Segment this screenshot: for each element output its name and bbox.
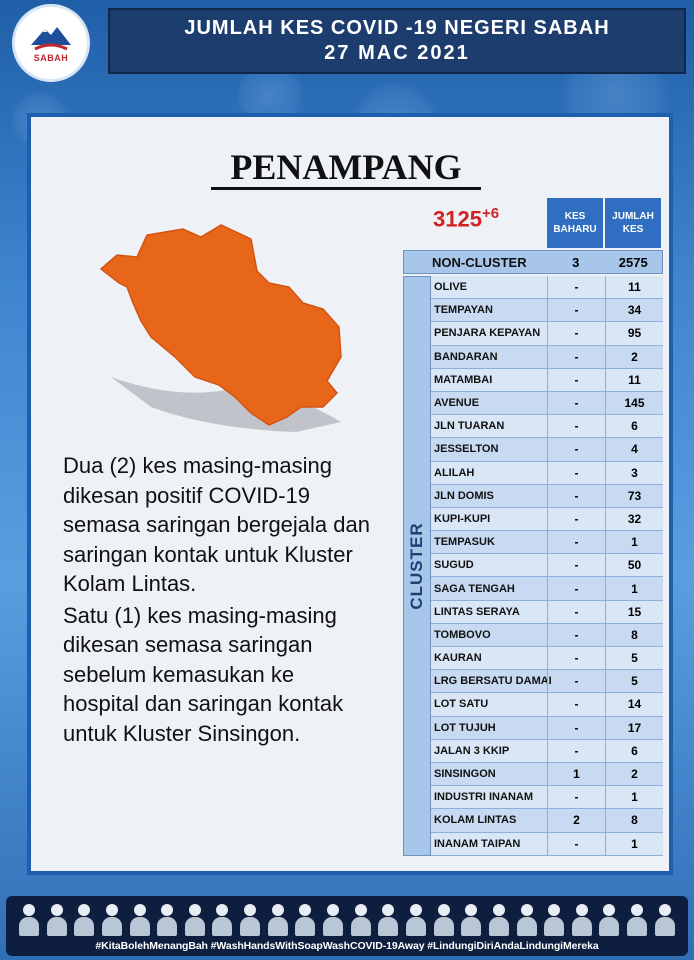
- cluster-total: 11: [605, 369, 663, 391]
- non-cluster-total: 2575: [618, 254, 648, 270]
- table-row: [431, 601, 663, 624]
- cluster-name: SAGA TENGAH: [434, 582, 515, 595]
- cluster-name: JALAN 3 KKIP: [434, 744, 510, 757]
- cluster-total: 2: [605, 346, 663, 368]
- table-row: [431, 369, 663, 392]
- table-row: [431, 670, 663, 693]
- cluster-section: [403, 276, 663, 856]
- person-icon: [46, 904, 68, 936]
- cluster-name: KAURAN: [434, 652, 482, 665]
- cluster-name: LOT TUJUH: [434, 721, 496, 734]
- person-icon: [460, 904, 482, 936]
- cluster-total: 1: [605, 786, 663, 808]
- table-row: [431, 392, 663, 415]
- logo-text: SABAH: [33, 53, 69, 63]
- cluster-total: 5: [605, 670, 663, 692]
- cluster-name: JLN DOMIS: [434, 489, 494, 502]
- cluster-name: BANDARAN: [434, 350, 498, 363]
- cluster-name: JESSELTON: [434, 443, 499, 456]
- description-paragraph: Satu (1) kes masing-masing dikesan semasa saringan sebelum kemasukan ke hospital dan saringan kontak untuk Kluster Sinsingon.: [63, 602, 344, 746]
- cluster-new: -: [547, 577, 605, 599]
- person-icon: [184, 904, 206, 936]
- person-icon: [239, 904, 261, 936]
- cluster-name: ALILAH: [434, 466, 475, 479]
- banner-title: JUMLAH KES COVID -19 NEGERI SABAH: [184, 17, 610, 39]
- cluster-new: -: [547, 531, 605, 553]
- person-icon: [211, 904, 233, 936]
- title-banner: [108, 8, 686, 74]
- cluster-total: 17: [605, 717, 663, 739]
- cluster-new: -: [547, 693, 605, 715]
- cluster-total: 50: [605, 554, 663, 576]
- cluster-new: -: [547, 462, 605, 484]
- person-icon: [101, 904, 123, 936]
- table-row: [431, 531, 663, 554]
- cluster-name: JLN TUARAN: [434, 420, 505, 433]
- cluster-new: -: [547, 833, 605, 855]
- cluster-name: SUGUD: [434, 559, 474, 572]
- cluster-new: -: [547, 601, 605, 623]
- cluster-new: -: [547, 508, 605, 530]
- mountain-icon: [29, 23, 73, 53]
- cluster-total: 95: [605, 322, 663, 344]
- cluster-name: KOLAM LINTAS: [434, 814, 517, 827]
- cluster-new: -: [547, 392, 605, 414]
- table-row: [431, 485, 663, 508]
- person-icon: [571, 904, 593, 936]
- person-icon: [156, 904, 178, 936]
- table-row: [431, 577, 663, 600]
- non-cluster-label: NON-CLUSTER: [432, 254, 527, 270]
- total-new: +6: [481, 205, 500, 222]
- table-row: [431, 833, 663, 856]
- cluster-total: 6: [605, 415, 663, 437]
- banner-date: 27 MAC 2021: [324, 42, 470, 64]
- table-row: [431, 299, 663, 322]
- table-row: [431, 693, 663, 716]
- cluster-name: PENJARA KEPAYAN: [434, 327, 541, 340]
- cluster-name: MATAMBAI: [434, 373, 493, 386]
- cluster-total: 8: [605, 624, 663, 646]
- cluster-new: -: [547, 786, 605, 808]
- cluster-name: AVENUE: [434, 397, 480, 410]
- table-row: [431, 554, 663, 577]
- person-icon: [433, 904, 455, 936]
- cluster-total: 34: [605, 299, 663, 321]
- person-icon: [350, 904, 372, 936]
- header-new-cases: KES BAHARU: [547, 198, 603, 248]
- table-row: [431, 438, 663, 461]
- cluster-new: -: [547, 369, 605, 391]
- cluster-name: SINSINGON: [434, 768, 496, 781]
- non-cluster-row: [403, 250, 663, 274]
- header-total-cases: JUMLAH KES: [605, 198, 661, 248]
- cluster-total: 145: [605, 392, 663, 414]
- cluster-total: 5: [605, 647, 663, 669]
- cluster-new: -: [547, 740, 605, 762]
- cluster-new: -: [547, 554, 605, 576]
- cluster-name: INDUSTRI INANAM: [434, 791, 533, 804]
- person-icon: [129, 904, 151, 936]
- cluster-total: 15: [605, 601, 663, 623]
- cluster-new: -: [547, 415, 605, 437]
- total-value: 3125: [433, 206, 482, 232]
- cluster-new: -: [547, 322, 605, 344]
- cluster-name: TEMPAYAN: [434, 304, 493, 317]
- cluster-new: -: [547, 299, 605, 321]
- cluster-name: LRG BERSATU DAMAI: [434, 675, 552, 688]
- table-row: [431, 717, 663, 740]
- person-icon: [377, 904, 399, 936]
- cluster-total: 1: [605, 577, 663, 599]
- cluster-rows: [431, 276, 663, 856]
- table-header: [547, 198, 663, 248]
- non-cluster-new: 3: [572, 254, 580, 270]
- cluster-new: -: [547, 624, 605, 646]
- description-paragraph: Dua (2) kes masing-masing dikesan positif COVID-19 semasa saringan bergejala dan saringan kontak untuk Kluster Kolam Lintas.: [63, 453, 370, 596]
- cluster-new: -: [547, 485, 605, 507]
- cluster-new: -: [547, 717, 605, 739]
- cluster-total: 1: [605, 833, 663, 855]
- cluster-total: 11: [605, 276, 663, 298]
- cluster-new: -: [547, 438, 605, 460]
- person-icon: [488, 904, 510, 936]
- cluster-total: 2: [605, 763, 663, 785]
- district-map: [91, 217, 351, 437]
- cluster-name: KUPI-KUPI: [434, 512, 491, 525]
- cluster-new: -: [547, 276, 605, 298]
- cluster-total: 8: [605, 809, 663, 831]
- person-icon: [405, 904, 427, 936]
- table-row: [431, 740, 663, 763]
- person-icon: [18, 904, 40, 936]
- table-row: [431, 786, 663, 809]
- cluster-new: -: [547, 346, 605, 368]
- cluster-total: 73: [605, 485, 663, 507]
- table-row: [431, 763, 663, 786]
- person-icon: [598, 904, 620, 936]
- description: [63, 451, 373, 748]
- cluster-label: [403, 276, 431, 856]
- cluster-name: LOT SATU: [434, 698, 489, 711]
- cluster-total: 3: [605, 462, 663, 484]
- person-icon: [267, 904, 289, 936]
- cluster-new: 1: [547, 763, 605, 785]
- person-icon: [294, 904, 316, 936]
- table-row: [431, 276, 663, 299]
- footer-bar: [6, 896, 688, 956]
- cluster-total: 32: [605, 508, 663, 530]
- person-icon: [543, 904, 565, 936]
- cluster-total: 4: [605, 438, 663, 460]
- cluster-name: INANAM TAIPAN: [434, 837, 521, 850]
- main-panel: [27, 113, 673, 875]
- person-icon: [626, 904, 648, 936]
- person-icon: [654, 904, 676, 936]
- cluster-label-text: CLUSTER: [407, 522, 426, 610]
- sabah-logo: [12, 4, 90, 82]
- cluster-new: -: [547, 647, 605, 669]
- cluster-name: TOMBOVO: [434, 628, 491, 641]
- table-row: [431, 415, 663, 438]
- table-row: [431, 647, 663, 670]
- table-row: [431, 322, 663, 345]
- table-row: [431, 508, 663, 531]
- cluster-new: -: [547, 670, 605, 692]
- table-row: [431, 346, 663, 369]
- cases-table: [403, 198, 663, 856]
- cluster-name: LINTAS SERAYA: [434, 605, 520, 618]
- hashtags: #KitaBolehMenangBah #WashHandsWithSoapWashCOVID-19Away #LindungiDiriAndaLindungiMereka: [95, 940, 599, 952]
- cluster-total: 6: [605, 740, 663, 762]
- person-icon: [516, 904, 538, 936]
- person-icon: [322, 904, 344, 936]
- table-row: [431, 809, 663, 832]
- table-row: [431, 624, 663, 647]
- table-row: [431, 462, 663, 485]
- cluster-total: 1: [605, 531, 663, 553]
- cluster-name: OLIVE: [434, 281, 468, 294]
- cluster-name: TEMPASUK: [434, 536, 495, 549]
- cluster-total: 14: [605, 693, 663, 715]
- frontliner-figures: [18, 900, 676, 936]
- cluster-new: 2: [547, 809, 605, 831]
- district-title: PENAMPANG: [211, 147, 481, 190]
- person-icon: [73, 904, 95, 936]
